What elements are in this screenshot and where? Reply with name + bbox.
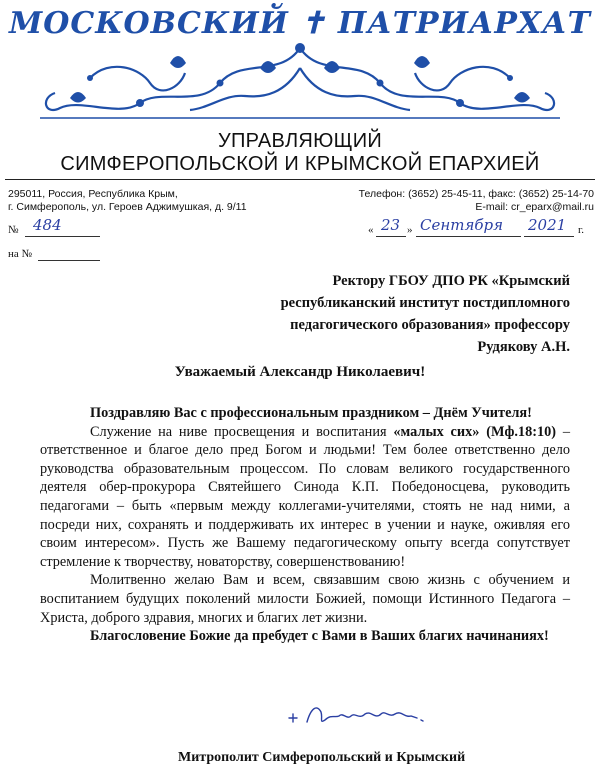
email: E-mail: cr_eparx@mail.ru xyxy=(475,201,594,213)
date-month-field xyxy=(416,216,521,237)
ref-no-label: № xyxy=(8,224,19,236)
date-open-quote: « xyxy=(368,224,374,236)
handwritten-signature xyxy=(285,700,445,730)
paragraph-service xyxy=(40,423,570,572)
ref-on-field xyxy=(38,246,100,261)
address-line1: 295011, Россия, Республика Крым, xyxy=(8,188,178,200)
contact-block xyxy=(352,188,594,214)
scripture-reference: «малых сих» (Мф.18:10) xyxy=(393,423,557,440)
letter-body xyxy=(40,404,570,646)
paragraph-blessing: Благословение Божие да пребудет с Вами в Ваших благих начинаниях! xyxy=(90,628,549,645)
header-rule xyxy=(5,179,595,180)
date-year-field xyxy=(524,216,574,237)
paragraph-wishes: Молитвенно желаю Вам и всем, связавшим свою жизнь с обучением и воспитанием будущих поколений милости Божией, помощи Истинного Педагога – Христа, доброго здравия, многих и благих лет жизни. xyxy=(40,572,570,626)
addressee-block xyxy=(240,270,570,358)
ref-no-field xyxy=(25,216,100,237)
date-year-suffix: г. xyxy=(578,224,585,236)
ref-on-label: на № xyxy=(8,248,33,260)
paragraph-service-start: Служение на ниве просвещения и воспитания xyxy=(90,423,394,440)
date-month: Сентября xyxy=(420,216,504,234)
phone-fax: Телефон: (3652) 25-45-11, факс: (3652) 25-14-70 xyxy=(358,188,594,200)
addressee-line2: республиканский институт постдипломного xyxy=(280,295,570,311)
date-day: 23 xyxy=(381,216,401,234)
ornament-decoration xyxy=(30,38,570,124)
date-day-field xyxy=(376,216,406,237)
greeting: Уважаемый Александр Николаевич! xyxy=(174,364,426,380)
paragraph-service-rest: – ответственное и благое дело пред Богом и людьми! Тем более ответственно дело руководства образовательным процессом. По словам великого государственного деятеля обер-прокурора Святейшего Синода К.П. Победоносцева, руководить педагогами – быть «первым между коллегами-учителями, стоять не над ними, а посреди них, сохранять и поддерживать их интерес в учении и науке, оживляя его своим интересом». Пусть же Вашему педагогическому опыту всегда сопутствует стремление к творчеству, новаторству, совершенствованию! xyxy=(40,423,570,570)
ref-no-value: 484 xyxy=(33,216,62,234)
date-year: 2021 xyxy=(528,216,567,234)
addressee-line1: Ректору ГБОУ ДПО РК «Крымский xyxy=(332,273,570,289)
addressee-line4: Рудякову А.Н. xyxy=(477,339,570,355)
paragraph-congrats: Поздравляю Вас с профессиональным праздником – Днём Учителя! xyxy=(90,405,532,421)
heading-line2: СИМФЕРОПОЛЬСКОЙ И КРЫМСКОЙ ЕПАРХИЕЙ xyxy=(60,153,540,175)
heading-line1: УПРАВЛЯЮЩИЙ xyxy=(217,130,383,152)
date-close-quote: » xyxy=(407,224,413,236)
address-line2: г. Симферополь, ул. Героев Аджимушкая, д. 9/11 xyxy=(8,201,247,213)
address-block xyxy=(8,188,247,214)
signatory-title: Митрополит Симферопольский и Крымский xyxy=(178,750,466,765)
patriarchate-title: МОСКОВСКИЙ ✝ ПАТРИАРХАТ xyxy=(9,6,591,41)
addressee-line3: педагогического образования» профессору xyxy=(290,317,570,333)
